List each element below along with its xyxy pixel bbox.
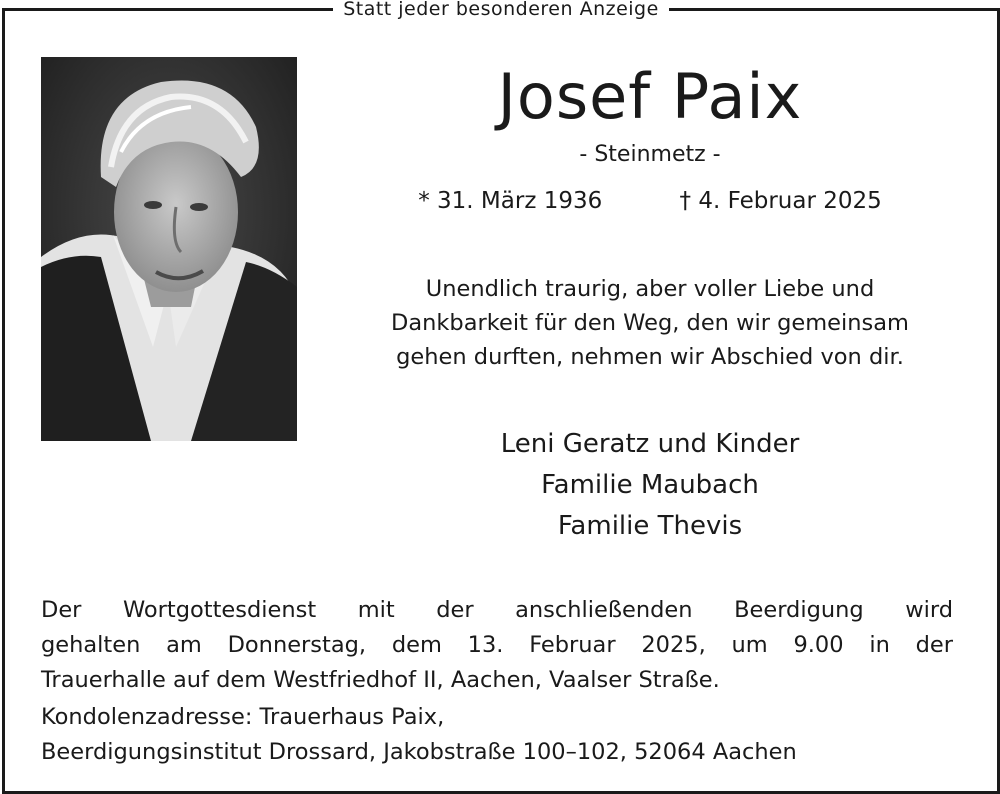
deceased-name: Josef Paix	[497, 60, 803, 133]
service-line: Trauerhalle auf dem Westfriedhof II, Aachen, Vaalser Straße.	[41, 667, 720, 693]
condolence-address	[41, 700, 953, 770]
farewell-text	[300, 272, 1000, 374]
mourner-entry: Familie Maubach	[541, 470, 759, 500]
condolence-line: Beerdigungsinstitut Drossard, Jakobstraße 100–102, 52064 Aachen	[41, 739, 797, 765]
deceased-occupation: - Steinmetz -	[579, 142, 721, 167]
farewell-line: gehen durften, nehmen wir Abschied von dir.	[396, 344, 904, 370]
mourner-entry: Leni Geratz und Kinder	[500, 429, 800, 459]
header-notice-text: Statt jeder besonderen Anzeige	[333, 0, 669, 20]
mourner-entry: Familie Thevis	[557, 511, 743, 541]
death-date: † 4. Februar 2025	[679, 188, 882, 214]
service-line: gehalten am Donnerstag, dem 13. Februar 2025, um 9.00 in der	[41, 632, 953, 658]
farewell-line: Dankbarkeit für den Weg, den wir gemeinsam	[391, 310, 909, 336]
portrait-photo	[41, 57, 297, 441]
header-notice	[5, 0, 997, 20]
farewell-line: Unendlich traurig, aber voller Liebe und	[425, 276, 875, 302]
birth-date: * 31. März 1936	[418, 188, 603, 214]
service-information	[41, 593, 953, 698]
condolence-line: Kondolenzadresse: Trauerhaus Paix,	[41, 704, 445, 730]
service-line: Der Wortgottesdienst mit der anschließenden Beerdigung wird	[41, 597, 953, 623]
life-dates	[300, 188, 1000, 214]
mourners-list	[300, 424, 1000, 547]
portrait-image	[41, 57, 297, 441]
